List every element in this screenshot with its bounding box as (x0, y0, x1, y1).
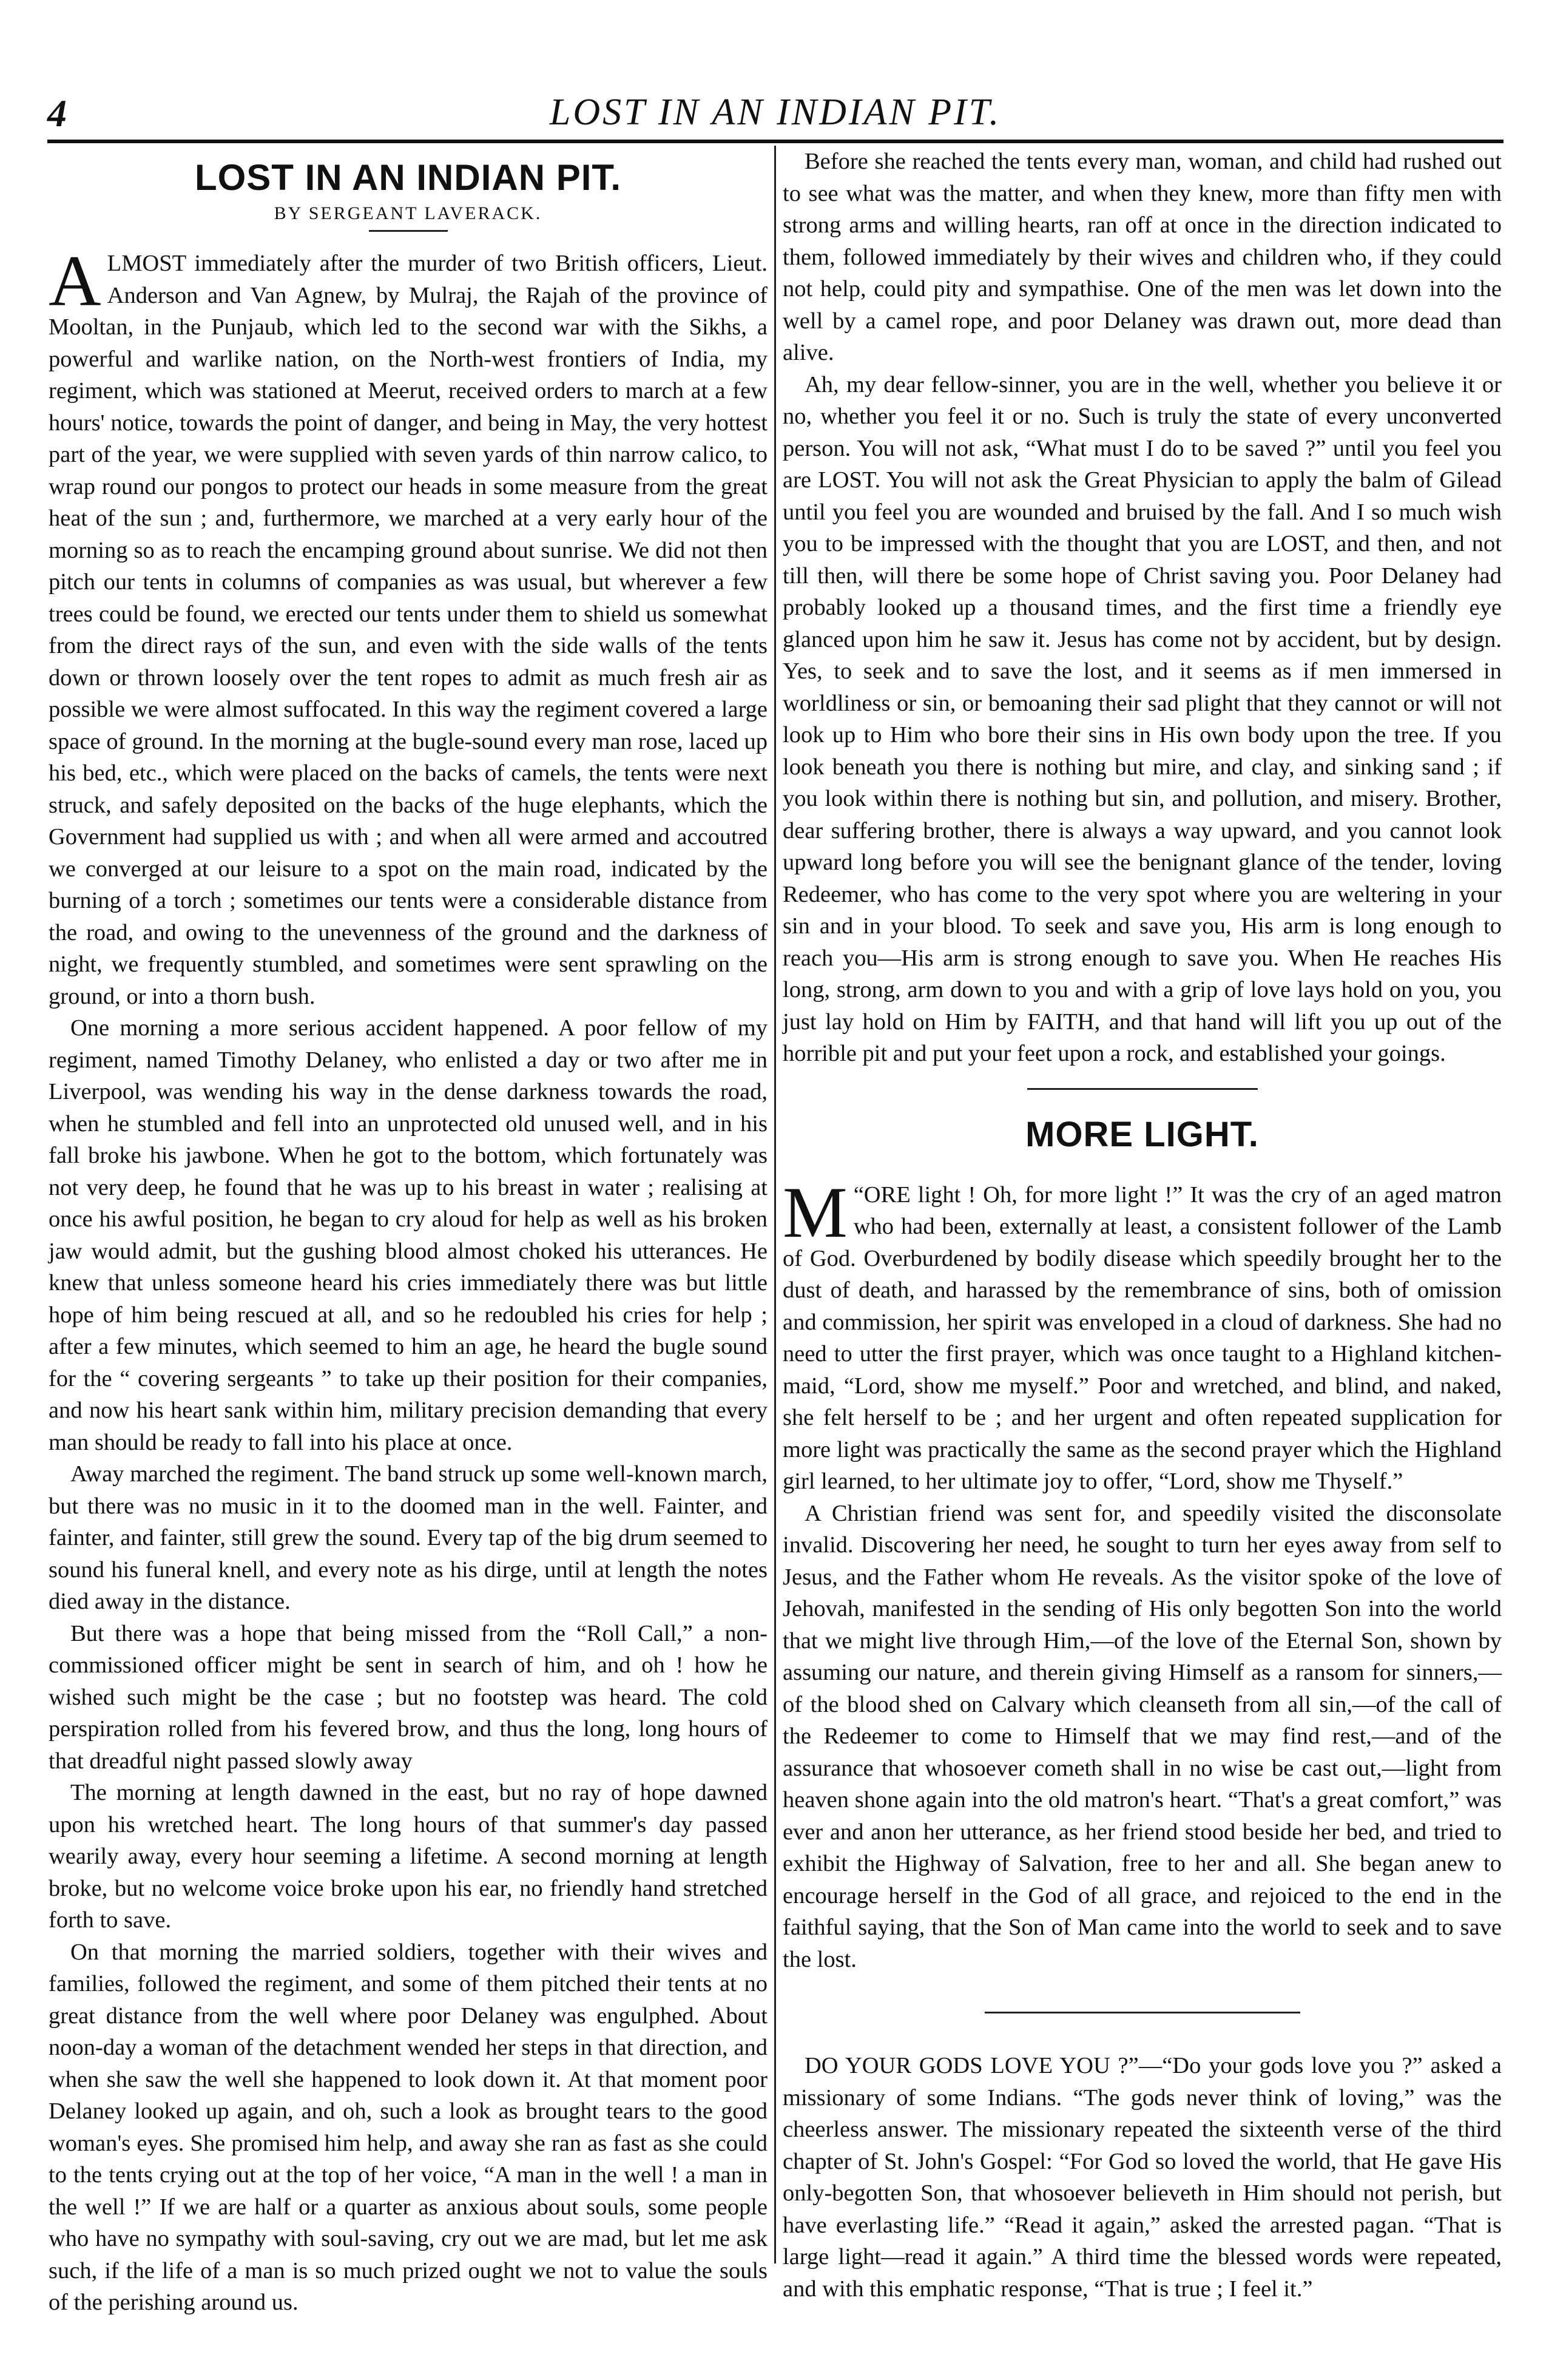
article-paragraph: The morning at length dawned in the east, but no ray of hope dawned upon his wretched heart. The long hours of that summer's day passed wearily away, every hour seeming a lifetime. A second morning at length broke, but no welcome voice broke upon his ear, no friendly hand stretched forth to save. (49, 1780, 768, 1933)
paragraph-text: LMOST immediately after the murder of two British officers, Lieut. Anderson and Van Agnew, by Mulraj, the Rajah of the province of Mooltan, in the Punjaub, which led to the second war with the Sikhs, a powerful and warlike nation, on the North-west frontiers of India, my regiment, which was stationed at Meerut, received orders to march at a few hours' notice, towards the point of danger, and being in May, the very hottest part of the year, we were supplied with seven yards of thin narrow calico, to wrap round our pongos to protect our heads in some measure from the great heat of the sun ; and, furthermore, we marched at a very early hour of the morning so as to reach the encamping ground about sunrise. We did not then pitch our tents in columns of companies as was usual, but wherever a few trees could be found, we erected our tents under them to shield us somewhat from the direct rays of the sun, and even with the side walls of the tents down or thrown loosely over the tent ropes to admit as much fresh air as possible we were almost suffocated. In this way the regiment covered a large space of ground. In the morning at the bugle-sound every man rose, laced up his bed, etc., which were placed on the backs of camels, the tents were next struck, and safely deposited on the backs of the huge elephants, which the Government had supplied us with ; and when all were armed and accoutred we converged at our leisure to a spot on the main road, indicated by the burning of a torch ; sometimes our tents were a considerable distance from the road, and owing to the unevenness of the ground and the darkness of night, we frequently stumbled, and sometimes were sent sprawling on the ground, or into a thorn bush. (49, 251, 768, 1009)
article-paragraph (783, 1171, 1502, 1498)
article-paragraph: But there was a hope that being missed from the “Roll Call,” a non-commissioned officer might be sent in search of him, and oh ! how he wished such might be the case ; but no footstep was heard. The cold perspiration rolled from his fevered brow, and thus the long, long hours of that dreadful night passed slowly away (49, 1620, 768, 1774)
article-paragraph: Away marched the regiment. The band struck up some well-known march, but there was no music in it to the doomed man in the well. Fainter, and fainter, and fainter, still grew the sound. Every tap of the big drum seemed to sound his funeral knell, and every note as his dirge, until at length the notes died away in the distance. (49, 1461, 768, 1614)
article-paragraph: On that morning the married soldiers, together with their wives and families, followed the regiment, and some of them pitched their tents at no great distance from the well where poor Delaney was engulphed. About noon-day a woman of the detachment wended her steps in that direction, and when she saw the well she happened to look down it. At that moment poor Delaney looked up again, and oh, such a look as brought tears to the good woman's eyes. She promised him help, and away she ran as fast as she could to the tents crying out at the top of her voice, “A man in the well ! a man in the well !” If we are half or a quarter as anxious about souls, some people who have no sympathy with soul-saving, cry out we are mad, but let me ask such, if the life of a man is so much prized ought we not to value the souls of the perishing around us. (49, 1939, 768, 2315)
paragraph-text: “ORE light ! Oh, for more light !” It was the cry of an aged matron who had been, externally at least, a consistent follower of the Lamb of God. Overburdened by bodily disease which speedily brought her to the dust of death, and harassed by the remembrance of sins, both of omission and commission, her spirit was enveloped in a cloud of darkness. She had no need to utter the first prayer, which was once taught to a Highland kitchen-maid, “Lord, show me myself.” Poor and wretched, and blind, and naked, she felt herself to be ; and her urgent and often repeated supplication for more light was practically the same as the second prayer which the Highland girl learned, to her ultimate joy to offer, “Lord, show me Thyself.” (783, 1182, 1502, 1494)
article-paragraph: Before she reached the tents every man, woman, and child had rushed out to see what was the matter, and when they knew, more than fifty men with strong arms and willing hearts, ran off at once in the direction indicated to them, followed immediately by their wives and children who, if they could not help, could pity and sympathise. One of the men was let down into the well by a camel rope, and poor Delaney was drawn out, more dead than alive. (783, 149, 1502, 365)
article-paragraph: DO YOUR GODS LOVE YOU ?”—“Do your gods love you ?” asked a missionary of some Indians. “The gods never think of loving,” was the cheerless answer. The missionary repeated the sixteenth verse of the third chapter of St. John's Gospel: “For God so loved the world, that He gave His only-begotten Son, that whosoever believeth in Him should not perish, but have everlasting life.” “Read it again,” asked the arrested pagan. “That is large light—read it again.” A third time the blessed words were repeated, and with this emphatic response, “That is true ; I feel it.” (783, 2053, 1502, 2302)
article-paragraph: Ah, my dear fellow-sinner, you are in the well, whether you believe it or no, whether you feel it or no. Such is truly the state of every unconverted person. You will not ask, “What must I do to be saved ?” until you feel you are LOST. You will not ask the Great Physician to apply the balm of Gilead until you feel you are wounded and bruised by the fall. And I so much wish you to be impressed with the thought that you are LOST, and then, and not till then, will there be some hope of Christ saving you. Poor Delaney had probably looked up a thousand times, and the first time a friendly eye glanced upon him he saw it. Jesus has come not by accident, but by design. Yes, to seek and to save the lost, and it seems as if men immersed in worldliness or sin, or bemoaning their sad plight that they cannot or will not look up to Him who bore their sins in His own body upon the tree. If you look beneath you there is nothing but mire, and clay, and sinking sand ; if you look within there is nothing but sin, and pollution, and misery. Brother, dear suffering brother, there is always a way upward, and you cannot look upward long before you will see the benignant glance of the tender, loving Redeemer, who has come to the very spot where you are weltering in your sin and in your blood. To seek and save you, His arm is long enough to reach you—His arm is strong enough to save you. When He reaches His long, strong, arm down to you and with a grip of love lays hold on you, you just lay hold on Him by FAITH, and that hand will lift you up out of the horrible pit and put your feet upon a rock, and established your goings. (783, 371, 1502, 1066)
drop-cap: A (49, 240, 101, 321)
article-title: LOST IN AN INDIAN PIT. (194, 157, 622, 198)
article-paragraph: A Christian friend was sent for, and speedily visited the disconsolate invalid. Discovering her need, he sought to turn her eyes away from self to Jesus, and the Father whom He reveals. As the visitor spoke of the love of Jehovah, manifested in the sending of His only begotten Son into the world that we might live through Him,—of the love of the Eternal Son, shown by assuming our nature, and therein giving Himself as a ransom for sinners,—of the blood shed on Calvary which cleanseth from all sin,—of the call of the Redeemer to come to Himself that we may find rest,—and of the assurance that whosoever cometh shall in no wise be cast out,—light from heaven shone again into the old matron's heart. “That's a great comfort,” was ever and anon her utterance, as her friend stood beside her bed, and tried to exhibit the Highway of Salvation, free to her and all. She began anew to encourage herself in the God of all grace, and rejoiced to the end in the faithful saying, that the Son of Man came into the world to seek and to save the lost. (783, 1500, 1502, 1972)
drop-cap: M (783, 1171, 848, 1253)
divider (1027, 1088, 1258, 1090)
running-head (47, 91, 1503, 143)
byline: BY SERGEANT LAVERACK. (274, 203, 542, 223)
column-divider (774, 146, 776, 2263)
article-paragraph: One morning a more serious accident happened. A poor fellow of my regiment, named Timothy Delaney, who enlisted a day or two after me in Liverpool, was wending his way in the dense darkness towards the road, when he stumbled and fell into an unprotected old unused well, and in his fall broke his jawbone. When he got to the bottom, which fortunately was not very deep, he found that he was up to his breast in water ; realising at once his awful position, he began to cry aloud for help as well as his broken jaw would admit, but the gushing blood almost choked his utterances. He knew that unless someone heard his cries immediately there was but little hope of him being rescued at all, and so he redoubled his cries for help ; after a few minutes, which seemed to him an age, he heard the bugle sound for the “ covering sergeants ” to take up their position for their companies, and now his heart sank within him, military precision demanding that every man should be ready to fall into his place at once. (49, 1015, 768, 1455)
article-paragraph (49, 240, 768, 1012)
section-title: MORE LIGHT. (1025, 1114, 1259, 1154)
divider (369, 230, 448, 232)
right-column (783, 146, 1502, 2305)
running-title: LOST IN AN INDIAN PIT. (549, 92, 1002, 133)
left-column (49, 146, 768, 2319)
divider (985, 2012, 1300, 2013)
page-number: 4 (47, 92, 67, 135)
